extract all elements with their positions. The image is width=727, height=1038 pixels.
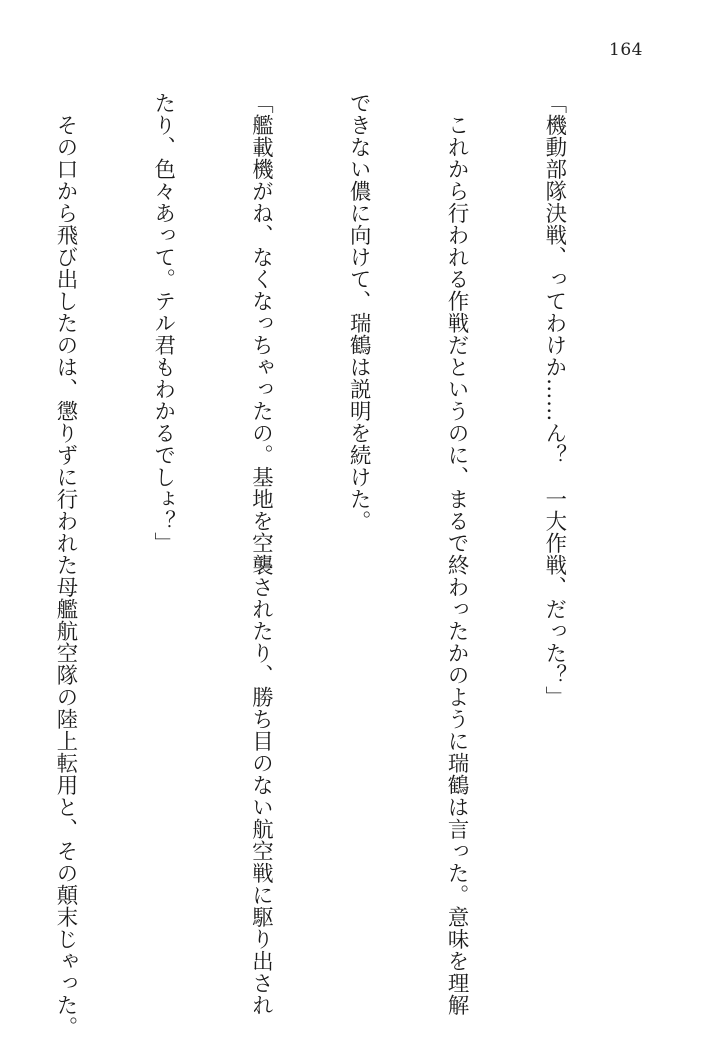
text-line: 「艦載機がね、なくなっちゃったの。基地を空襲されたり、勝ち目のない航空戦に駆り出され: [248, 92, 274, 1016]
text-line: 「機動部隊決戦、ってわけか……ん？ 一大作戦、だった？」: [541, 92, 567, 708]
page-number: 164: [609, 40, 643, 60]
text-line: その口から飛び出したのは、懲りずに行われた母艦航空隊の陸上転用と、その顛末じゃった。: [52, 92, 78, 1038]
text-line: できない儂に向けて、瑞鶴は説明を続けた。: [346, 92, 372, 532]
vertical-text-body: [0, 92, 635, 1038]
text-line: これから行われる作戦だというのに、まるで終わったかのように瑞鶴は言った。意味を理解: [444, 92, 470, 1016]
text-line: たり、色々あって。テル君もわかるでしょ？」: [150, 92, 176, 554]
